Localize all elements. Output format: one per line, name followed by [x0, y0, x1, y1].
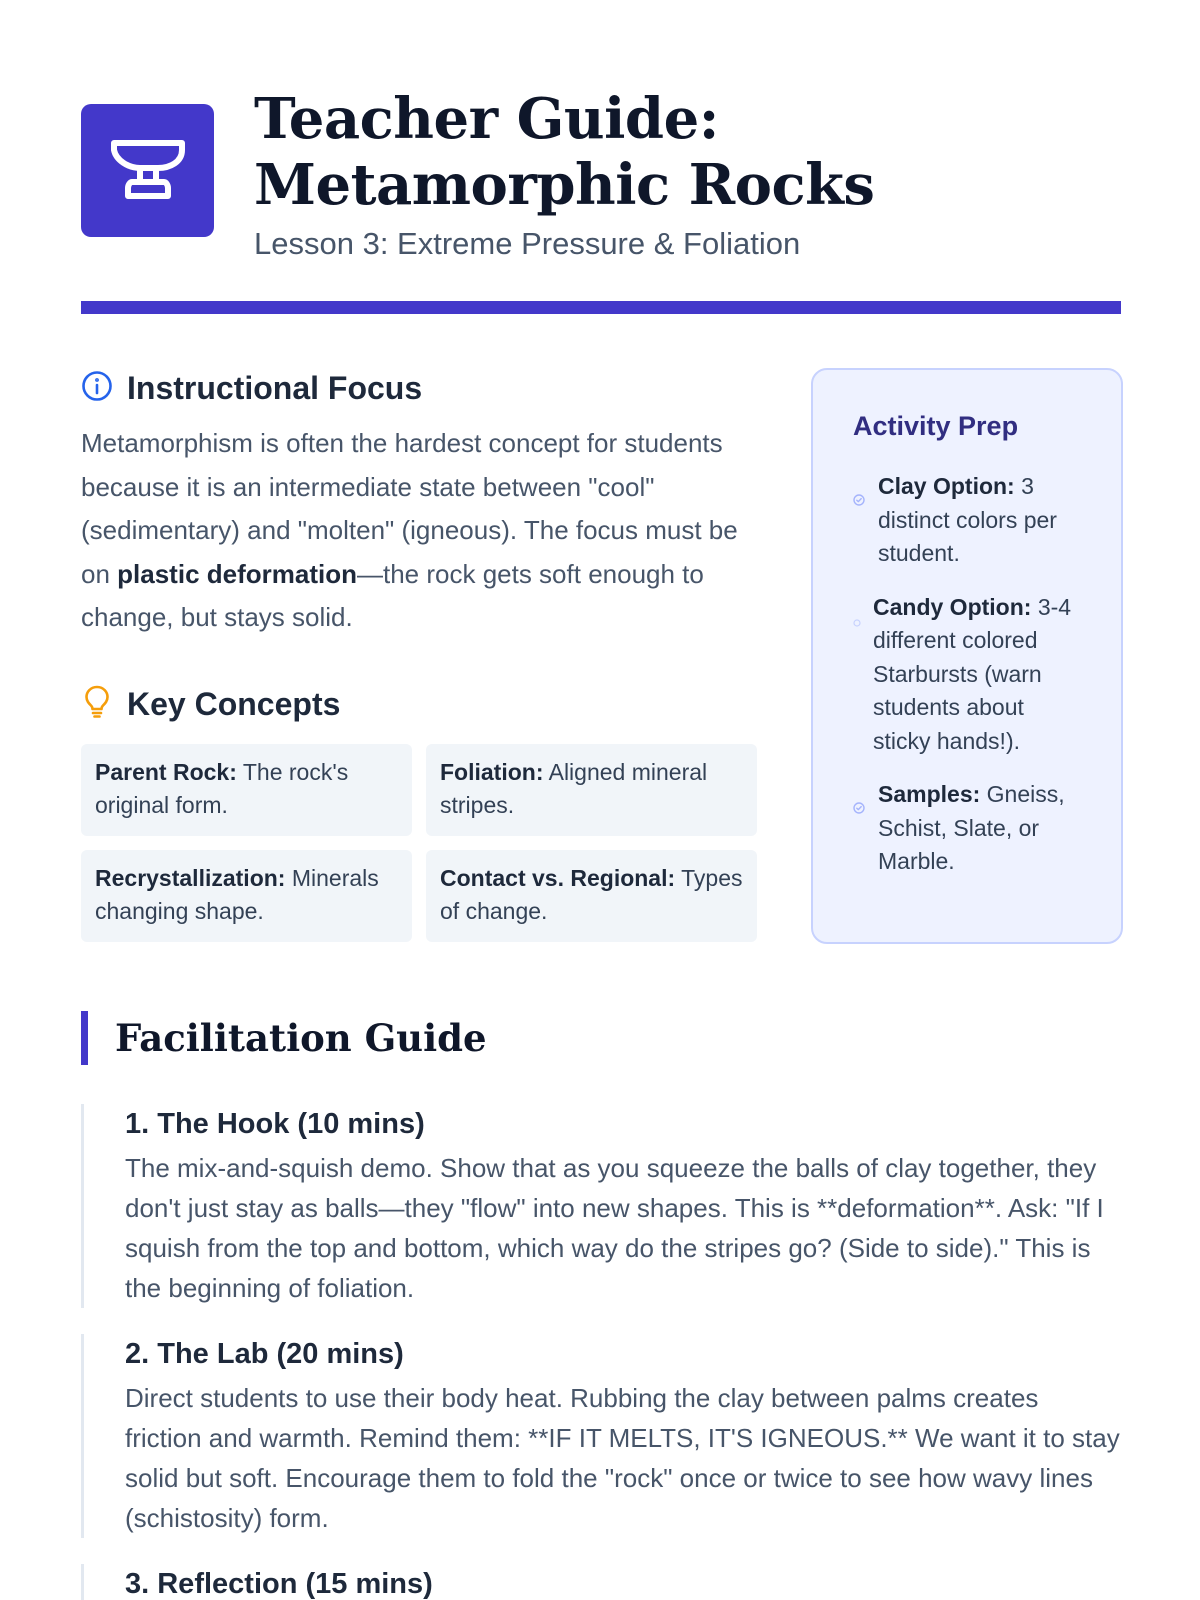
check-circle-icon [853, 790, 865, 824]
prep-description: 3 distinct colors per student. [878, 473, 1057, 566]
step-item [81, 1104, 1121, 1308]
concept-term: Contact vs. Regional: [440, 864, 676, 891]
step-title: 3. Reflection (15 mins) [125, 1568, 433, 1600]
main-column [81, 368, 757, 942]
activity-prep-title: Activity Prep [853, 411, 1019, 441]
focus-text-part: —the rock gets soft enough to change, but stays solid. [81, 558, 704, 632]
key-concepts-heading [81, 684, 757, 724]
activity-prep-list [853, 470, 1081, 879]
list-item [853, 591, 1081, 759]
focus-text-emphasis: plastic deformation [117, 558, 357, 589]
instructional-focus-text [81, 422, 757, 640]
step-item [81, 1334, 1121, 1538]
dot-icon [853, 603, 861, 637]
step-item [81, 1564, 1121, 1600]
concept-card [426, 850, 757, 942]
prep-description: 3-4 different colored Starbursts (warn students about sticky hands!). [873, 593, 1072, 754]
step-title: 1. The Hook (10 mins) [125, 1108, 425, 1140]
info-icon [81, 370, 113, 407]
prep-term: Samples: [878, 781, 981, 807]
concept-term: Parent Rock: [95, 758, 237, 785]
concept-card [426, 744, 757, 836]
facilitation-title: Facilitation Guide [115, 1016, 487, 1060]
concept-term: Recrystallization: [95, 864, 286, 891]
focus-text-part: Metamorphism is often the hardest concept for students because it is an intermediate state between "cool" (sedimentary) and "molten" (igneous). The focus must be on [81, 428, 738, 589]
instructional-focus-title: Instructional Focus [127, 370, 423, 406]
anvil-icon [81, 104, 214, 237]
step-text: The mix-and-squish demo. Show that as you squeeze the balls of clay together, they don't just stay as balls—they "flow" into new shapes. This is **deformation**. Ask: "If I squish from the top and bottom, which way do the stripes go? (Side to side)." This is the beginning of foliation. [125, 1153, 1104, 1303]
concept-grid [81, 744, 757, 942]
prep-term: Candy Option: [873, 593, 1032, 620]
prep-term: Clay Option: [878, 473, 1015, 499]
step-text: Direct students to use their body heat. Rubbing the clay between palms creates friction and warmth. Remind them: **IF IT MELTS, IT'S IGNEOUS.** We want it to stay solid but soft. Encourage them to fold the "rock" once or twice to see how wavy lines (schistosity) form. [125, 1383, 1120, 1533]
key-concepts-title: Key Concepts [127, 685, 341, 722]
title-block [254, 86, 1124, 264]
page-title: Teacher Guide: Metamorphic Rocks [254, 86, 875, 218]
header-divider [81, 301, 1121, 314]
step-title: 2. The Lab (20 mins) [125, 1338, 404, 1370]
list-item [853, 470, 1081, 571]
concept-card [81, 744, 412, 836]
activity-prep-panel [811, 368, 1123, 944]
concept-card [81, 850, 412, 942]
concept-term: Foliation: [440, 758, 544, 785]
lightbulb-icon [81, 684, 113, 723]
facilitation-steps [81, 1104, 1121, 1600]
facilitation-heading [81, 1011, 487, 1065]
concept-description: Aligned mineral stripes. [440, 758, 708, 818]
check-circle-icon [853, 482, 865, 516]
page-subtitle: Lesson 3: Extreme Pressure & Foliation [254, 226, 801, 261]
instructional-focus-heading [81, 368, 757, 408]
list-item [853, 778, 1081, 879]
prep-description: Gneiss, Schist, Slate, or Marble. [878, 781, 1065, 874]
concept-description: Types of change. [440, 864, 743, 924]
concept-description: Minerals changing shape. [95, 864, 379, 924]
concept-description: The rock's original form. [95, 758, 349, 818]
